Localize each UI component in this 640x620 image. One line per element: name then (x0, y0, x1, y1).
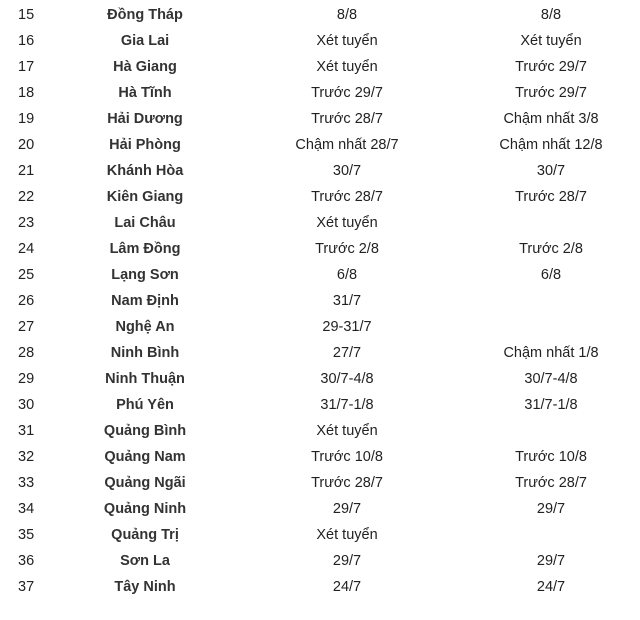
province-name: Hải Dương (107, 111, 183, 127)
row-number: 25 (18, 267, 35, 283)
date-column-a: Trước 2/8 (315, 241, 379, 257)
table-row (0, 184, 640, 210)
row-number: 17 (18, 59, 35, 75)
date-column-a: 29-31/7 (322, 319, 372, 335)
date-column-a: Trước 28/7 (311, 189, 383, 205)
province-name: Phú Yên (116, 397, 174, 413)
date-column-a: 27/7 (332, 345, 362, 361)
row-number: 35 (18, 527, 35, 543)
date-column-a: Xét tuyển (316, 423, 378, 439)
row-number: 16 (18, 33, 35, 49)
row-number: 23 (18, 215, 35, 231)
date-column-b: 6/8 (540, 267, 562, 283)
schedule-table (0, 2, 640, 600)
date-column-b: Trước 29/7 (515, 59, 587, 75)
province-name: Quảng Nam (104, 449, 186, 465)
table-row (0, 236, 640, 262)
date-column-a: Xét tuyển (316, 33, 378, 49)
province-name: Ninh Thuận (105, 371, 185, 387)
table-row (0, 444, 640, 470)
date-column-b: 31/7-1/8 (524, 397, 578, 413)
date-column-a: 31/7 (332, 293, 362, 309)
province-name: Lạng Sơn (111, 267, 179, 283)
province-name: Lâm Đồng (109, 241, 181, 257)
province-name: Sơn La (120, 553, 170, 569)
row-number: 15 (18, 7, 35, 23)
table-row (0, 340, 640, 366)
province-name: Tây Ninh (114, 579, 176, 595)
province-name: Đồng Tháp (107, 7, 183, 23)
province-name: Hà Tĩnh (118, 85, 172, 101)
date-column-b: Trước 29/7 (515, 85, 587, 101)
row-number: 21 (18, 163, 35, 179)
row-number: 32 (18, 449, 35, 465)
table-row (0, 54, 640, 80)
date-column-b: 24/7 (536, 579, 566, 595)
table-row (0, 418, 640, 444)
table-row (0, 106, 640, 132)
province-name: Nghệ An (115, 319, 175, 335)
table-row (0, 262, 640, 288)
date-column-a: 24/7 (332, 579, 362, 595)
date-column-b: Chậm nhất 1/8 (503, 345, 599, 361)
date-column-b: Chậm nhất 12/8 (499, 137, 603, 153)
date-column-b: 8/8 (540, 7, 562, 23)
table-row (0, 288, 640, 314)
table-row (0, 366, 640, 392)
province-name: Quảng Bình (103, 423, 187, 439)
row-number: 24 (18, 241, 35, 257)
table-row (0, 548, 640, 574)
row-number: 33 (18, 475, 35, 491)
row-number: 29 (18, 371, 35, 387)
date-column-b: Chậm nhất 3/8 (503, 111, 599, 127)
table-row (0, 392, 640, 418)
province-name: Hà Giang (113, 59, 177, 75)
table-row (0, 80, 640, 106)
table-row (0, 496, 640, 522)
date-column-a: 6/8 (336, 267, 358, 283)
row-number: 36 (18, 553, 35, 569)
province-name: Quảng Ngãi (104, 475, 186, 491)
province-name: Kiên Giang (106, 189, 184, 205)
date-column-b: 30/7-4/8 (524, 371, 578, 387)
date-column-a: Trước 28/7 (311, 475, 383, 491)
row-number: 18 (18, 85, 35, 101)
row-number: 30 (18, 397, 35, 413)
province-name: Quảng Ninh (103, 501, 187, 517)
province-name: Gia Lai (120, 33, 170, 49)
table-row (0, 158, 640, 184)
date-column-a: Trước 29/7 (311, 85, 383, 101)
row-number: 28 (18, 345, 35, 361)
table-row (0, 522, 640, 548)
date-column-a: Xét tuyển (316, 215, 378, 231)
date-column-b: Xét tuyển (520, 33, 582, 49)
date-column-a: Chậm nhất 28/7 (295, 137, 399, 153)
row-number: 19 (18, 111, 35, 127)
table-row (0, 574, 640, 600)
province-name: Khánh Hòa (106, 163, 184, 179)
date-column-a: 30/7 (332, 163, 362, 179)
table-row (0, 28, 640, 54)
province-name: Hải Phòng (109, 137, 181, 153)
date-column-b: 30/7 (536, 163, 566, 179)
table-row (0, 470, 640, 496)
row-number: 34 (18, 501, 35, 517)
date-column-b: Trước 2/8 (519, 241, 583, 257)
date-column-a: 29/7 (332, 553, 362, 569)
date-column-a: Xét tuyển (316, 59, 378, 75)
row-number: 31 (18, 423, 35, 439)
date-column-b: Trước 28/7 (515, 189, 587, 205)
table-row (0, 210, 640, 236)
row-number: 20 (18, 137, 35, 153)
date-column-a: 29/7 (332, 501, 362, 517)
province-name: Lai Châu (114, 215, 176, 231)
province-name: Quảng Trị (111, 527, 179, 543)
row-number: 26 (18, 293, 35, 309)
province-name: Ninh Bình (110, 345, 180, 361)
date-column-a: Xét tuyển (316, 527, 378, 543)
date-column-a: 8/8 (336, 7, 358, 23)
date-column-b: 29/7 (536, 553, 566, 569)
table-row (0, 314, 640, 340)
row-number: 37 (18, 579, 35, 595)
row-number: 22 (18, 189, 35, 205)
date-column-b: 29/7 (536, 501, 566, 517)
date-column-a: Trước 28/7 (311, 111, 383, 127)
province-name: Nam Định (111, 293, 179, 309)
table-row (0, 132, 640, 158)
date-column-a: Trước 10/8 (311, 449, 383, 465)
date-column-a: 31/7-1/8 (320, 397, 374, 413)
table-row (0, 2, 640, 28)
date-column-b: Trước 10/8 (515, 449, 587, 465)
date-column-a: 30/7-4/8 (320, 371, 374, 387)
row-number: 27 (18, 319, 35, 335)
date-column-b: Trước 28/7 (515, 475, 587, 491)
